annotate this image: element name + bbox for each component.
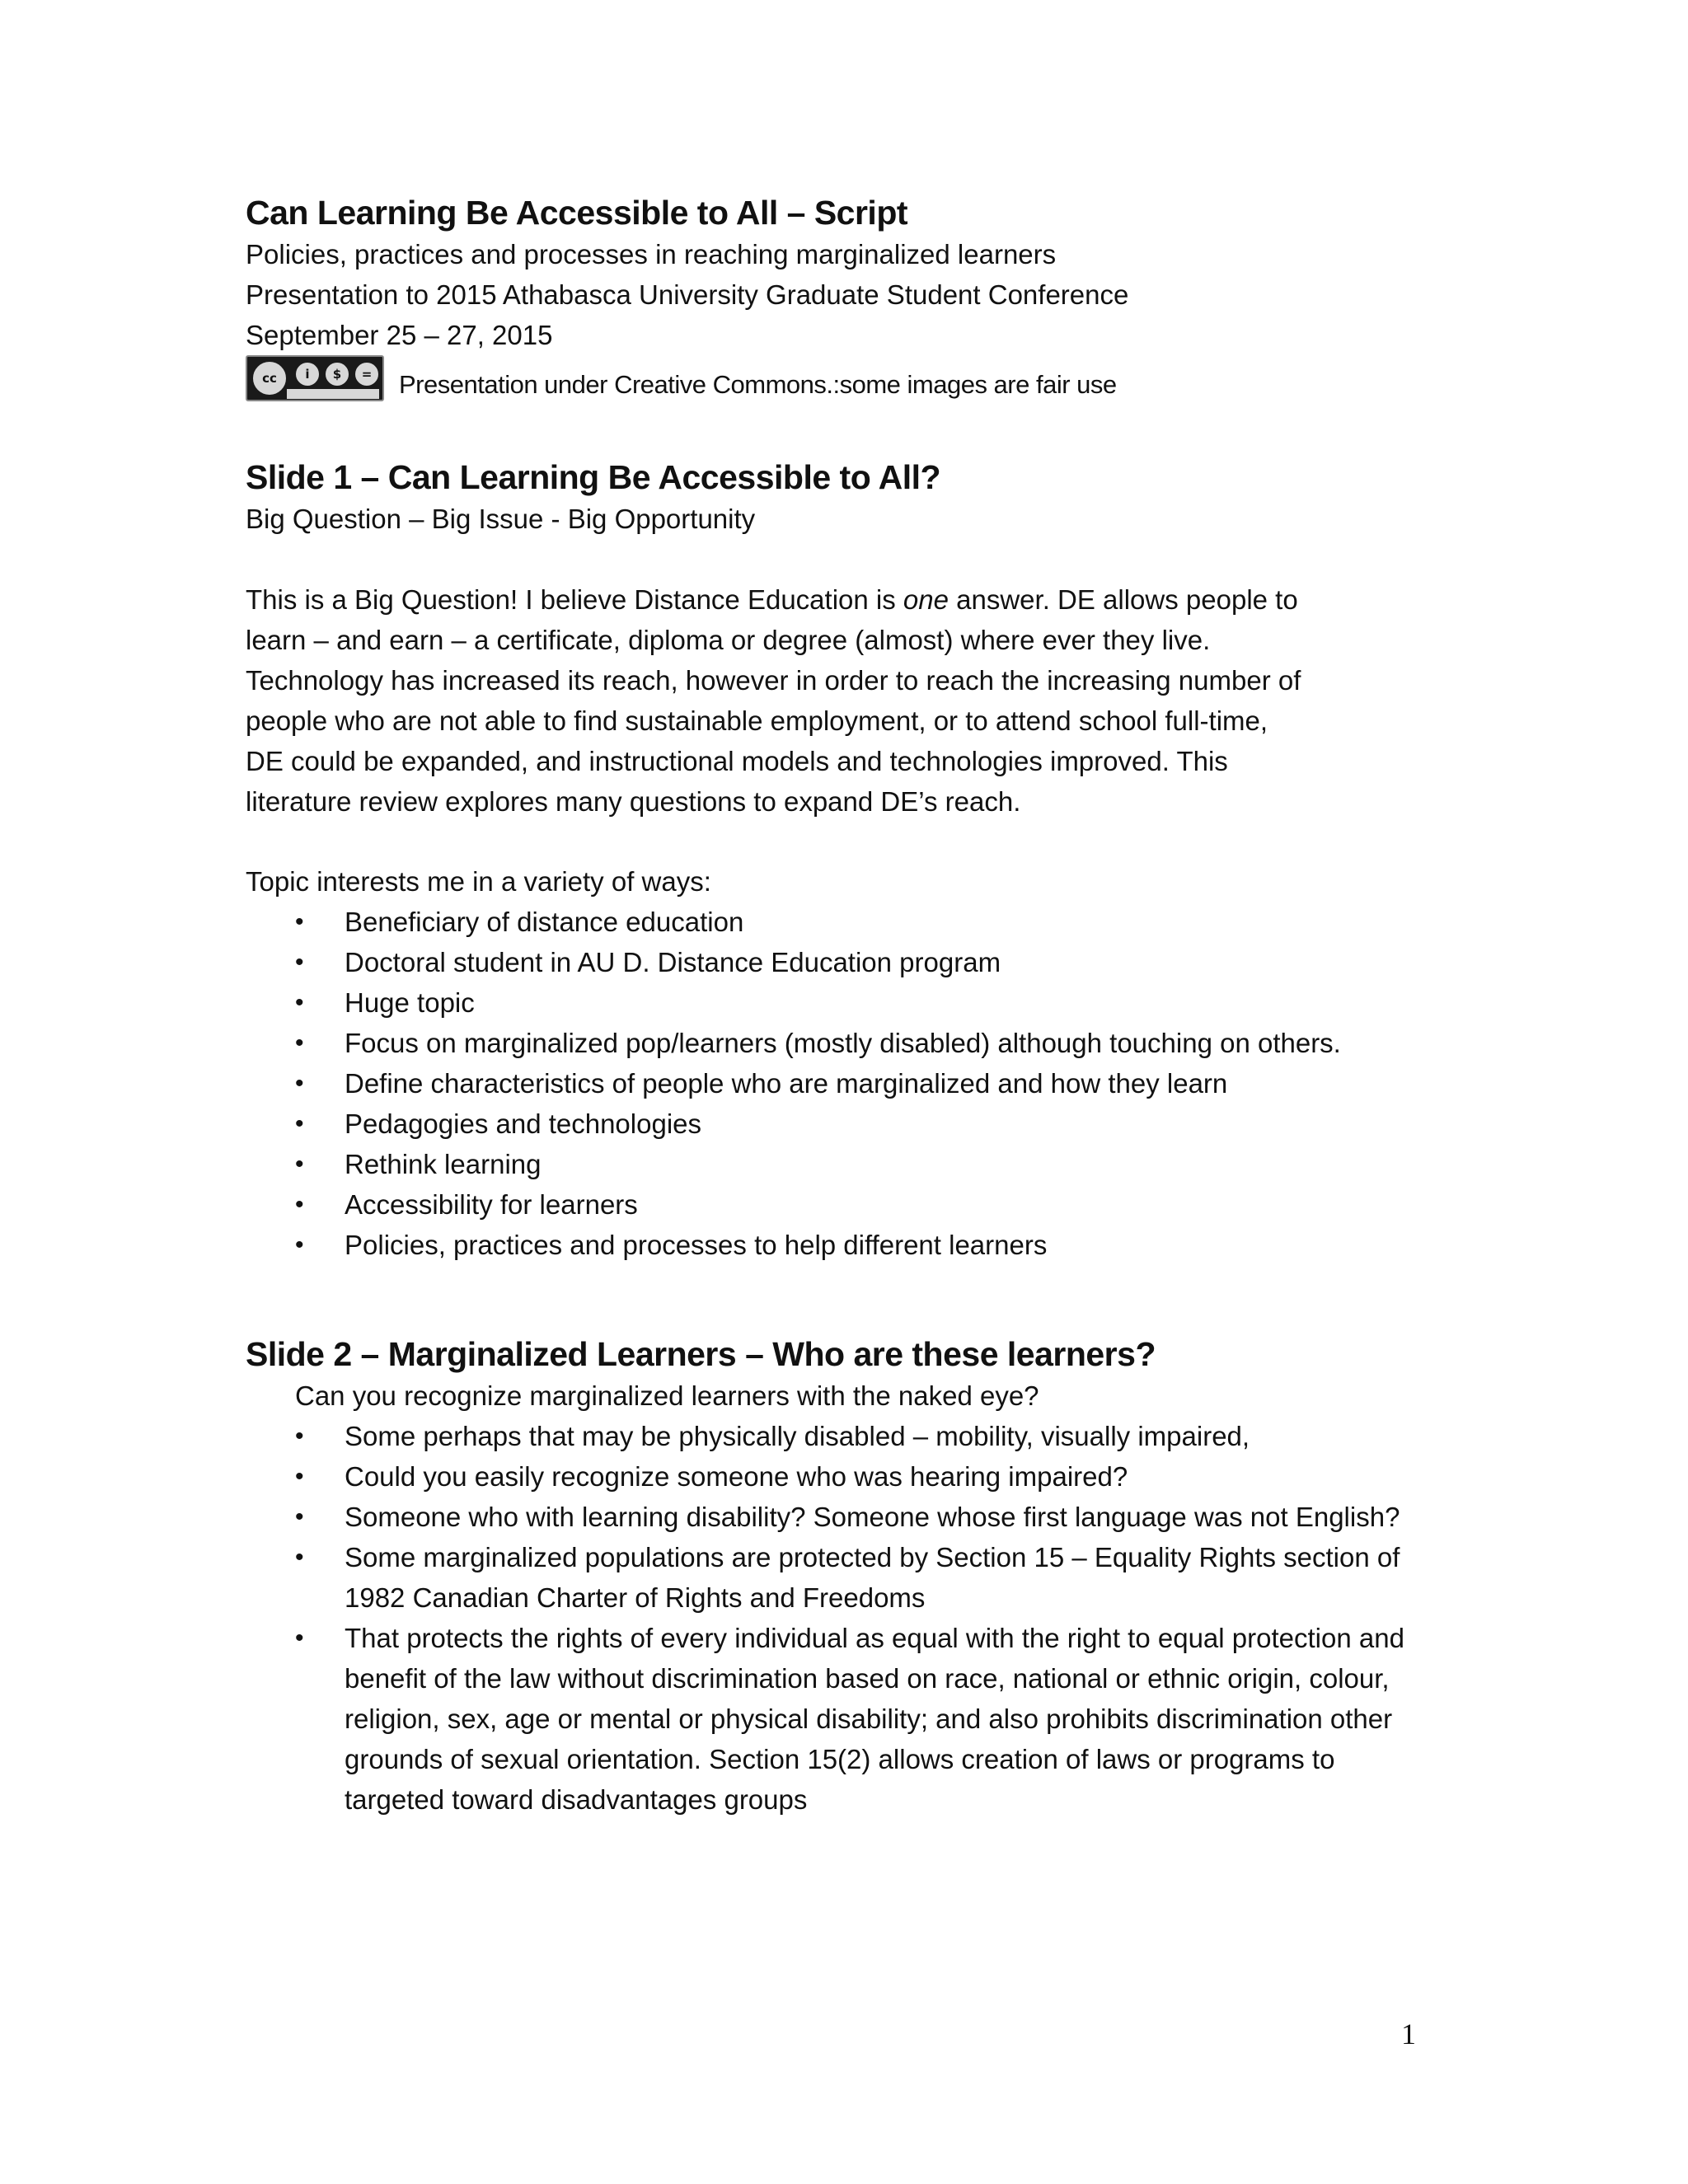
- list-item: • Could you easily recognize someone who was hearing impaired?: [295, 1461, 1128, 1492]
- license-text: Presentation under Creative Commons.:some images are fair use: [399, 370, 1117, 399]
- slide1-bullet-list: [246, 902, 1449, 1265]
- topic-intro: Topic interests me in a variety of ways:: [246, 866, 711, 897]
- list-item: • Define characteristics of people who are marginalized and how they learn: [295, 1068, 1228, 1099]
- list-item: • Some marginalized populations are protected by Section 15 – Equality Rights section of 1982 Canadian Charter of Rights and Freedoms: [295, 1542, 1400, 1613]
- document-title: Can Learning Be Accessible to All – Script: [246, 194, 908, 232]
- list-item: • Someone who with learning disability? Someone whose first language was not English?: [295, 1502, 1400, 1532]
- list-item: • Policies, practices and processes to help different learners: [295, 1230, 1048, 1260]
- list-item: • Beneficiary of distance education: [295, 907, 744, 937]
- list-item: • Focus on marginalized pop/learners (mostly disabled) although touching on others.: [295, 1028, 1341, 1058]
- list-item: • Some perhaps that may be physically disabled – mobility, visually impaired,: [295, 1421, 1250, 1451]
- document-subtitle: Policies, practices and processes in reaching marginalized learners: [246, 239, 1057, 269]
- slide2-heading: Slide 2 – Marginalized Learners – Who are these learners?: [246, 1335, 1156, 1373]
- list-item: • Doctoral student in AU D. Distance Education program: [295, 947, 1001, 977]
- list-item: • Pedagogies and technologies: [295, 1108, 702, 1139]
- slide1-tagline: Big Question – Big Issue - Big Opportunity: [246, 504, 756, 534]
- creative-commons-icon: cc i $ =: [246, 355, 384, 401]
- slide2-intro: Can you recognize marginalized learners with the naked eye?: [295, 1380, 1039, 1411]
- date-line: September 25 – 27, 2015: [246, 320, 553, 350]
- slide1-paragraph: This is a Big Question! I believe Distance Education is one answer. DE allows people to learn – and earn – a certificate, diploma or degree (almost) where ever they live. Technology has increased its reach, however in order to reach the increasing number of people who are not able to find sustainable employment, or to attend school full-time, DE could be expanded, and instructional models and technologies improved. This literature review explores many questions to expand DE’s reach.: [246, 584, 1301, 817]
- list-item: • Rethink learning: [295, 1149, 542, 1179]
- slide1-heading: Slide 1 – Can Learning Be Accessible to All?: [246, 458, 941, 496]
- document-body: [246, 191, 1449, 1820]
- list-item: • Accessibility for learners: [295, 1189, 638, 1220]
- presentation-line: Presentation to 2015 Athabasca University Graduate Student Conference: [246, 279, 1129, 310]
- page-number: 1: [1401, 2018, 1416, 2050]
- list-item: • Huge topic: [295, 987, 475, 1018]
- list-item: • That protects the rights of every individual as equal with the right to equal protection and benefit of the law without discrimination based on race, national or ethnic origin, colour, religion, sex, age or mental or physical disability; and also prohibits discrimination other grounds of sexual orientation. Section 15(2) allows creation of laws or programs to targeted toward disadvantages groups: [295, 1623, 1404, 1815]
- license-row: [246, 355, 1449, 401]
- slide2-bullet-list: [246, 1416, 1416, 1820]
